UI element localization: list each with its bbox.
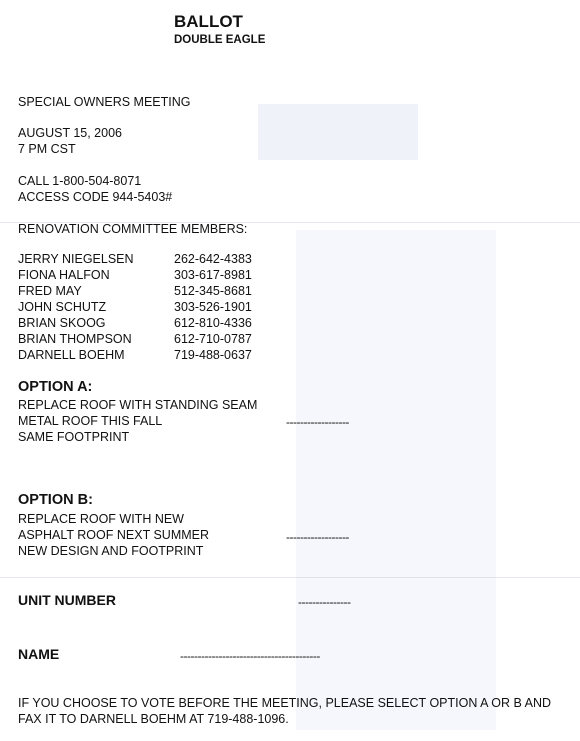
member-name: FIONA HALFON [18, 268, 110, 282]
access-code: ACCESS CODE 944-5403# [18, 190, 173, 204]
member-row [18, 347, 252, 363]
ballot-subtitle: DOUBLE EAGLE [174, 34, 266, 46]
meeting-date: AUGUST 15, 2006 [18, 126, 122, 140]
name-blank[interactable]: ---------------------------------------- [180, 649, 320, 663]
member-phone: 303-526-1901 [174, 300, 252, 314]
committee-members-list [18, 251, 252, 363]
unit-number-blank[interactable]: --------------- [298, 595, 351, 609]
member-phone: 262-642-4383 [174, 252, 252, 266]
member-row [18, 267, 252, 283]
committee-heading: RENOVATION COMMITTEE MEMBERS: [18, 222, 248, 236]
member-phone: 719-488-0637 [174, 348, 252, 362]
member-phone: 612-710-0787 [174, 332, 252, 346]
scan-shade-top [258, 104, 418, 160]
member-name: DARNELL BOEHM [18, 348, 125, 362]
option-a-line-2: METAL ROOF THIS FALL [18, 414, 163, 428]
member-name: BRIAN SKOOG [18, 316, 106, 330]
member-row [18, 283, 252, 299]
option-a-selection-blank[interactable]: ------------------ [286, 415, 349, 429]
member-name: FRED MAY [18, 284, 82, 298]
option-a-heading: OPTION A: [18, 379, 93, 395]
meeting-name: SPECIAL OWNERS MEETING [18, 95, 191, 109]
member-name: BRIAN THOMPSON [18, 332, 132, 346]
option-b-line-2: ASPHALT ROOF NEXT SUMMER [18, 528, 210, 542]
unit-number-label: UNIT NUMBER [18, 592, 116, 608]
option-b-heading: OPTION B: [18, 492, 93, 508]
member-phone: 512-345-8681 [174, 284, 252, 298]
member-row [18, 331, 252, 347]
option-b-selection-blank[interactable]: ------------------ [286, 530, 349, 544]
member-name: JERRY NIEGELSEN [18, 252, 134, 266]
option-a-line-1: REPLACE ROOF WITH STANDING SEAM [18, 398, 258, 412]
option-a-line-3: SAME FOOTPRINT [18, 430, 130, 444]
member-row [18, 251, 252, 267]
instructions-line-2: FAX IT TO DARNELL BOEHM AT 719-488-1096. [18, 712, 289, 726]
option-b-line-1: REPLACE ROOF WITH NEW [18, 512, 184, 526]
ballot-title: BALLOT [174, 12, 243, 31]
member-row [18, 315, 252, 331]
call-number: CALL 1-800-504-8071 [18, 174, 142, 188]
scan-shade-column [296, 230, 496, 730]
meeting-time: 7 PM CST [18, 142, 76, 156]
member-phone: 303-617-8981 [174, 268, 252, 282]
instructions-line-1: IF YOU CHOOSE TO VOTE BEFORE THE MEETING, PLEASE SELECT OPTION A OR B AND [18, 696, 552, 710]
fold-line-2 [0, 577, 580, 578]
member-phone: 612-810-4336 [174, 316, 252, 330]
member-row [18, 299, 252, 315]
member-name: JOHN SCHUTZ [18, 300, 107, 314]
name-label: NAME [18, 646, 60, 662]
option-b-line-3: NEW DESIGN AND FOOTPRINT [18, 544, 204, 558]
